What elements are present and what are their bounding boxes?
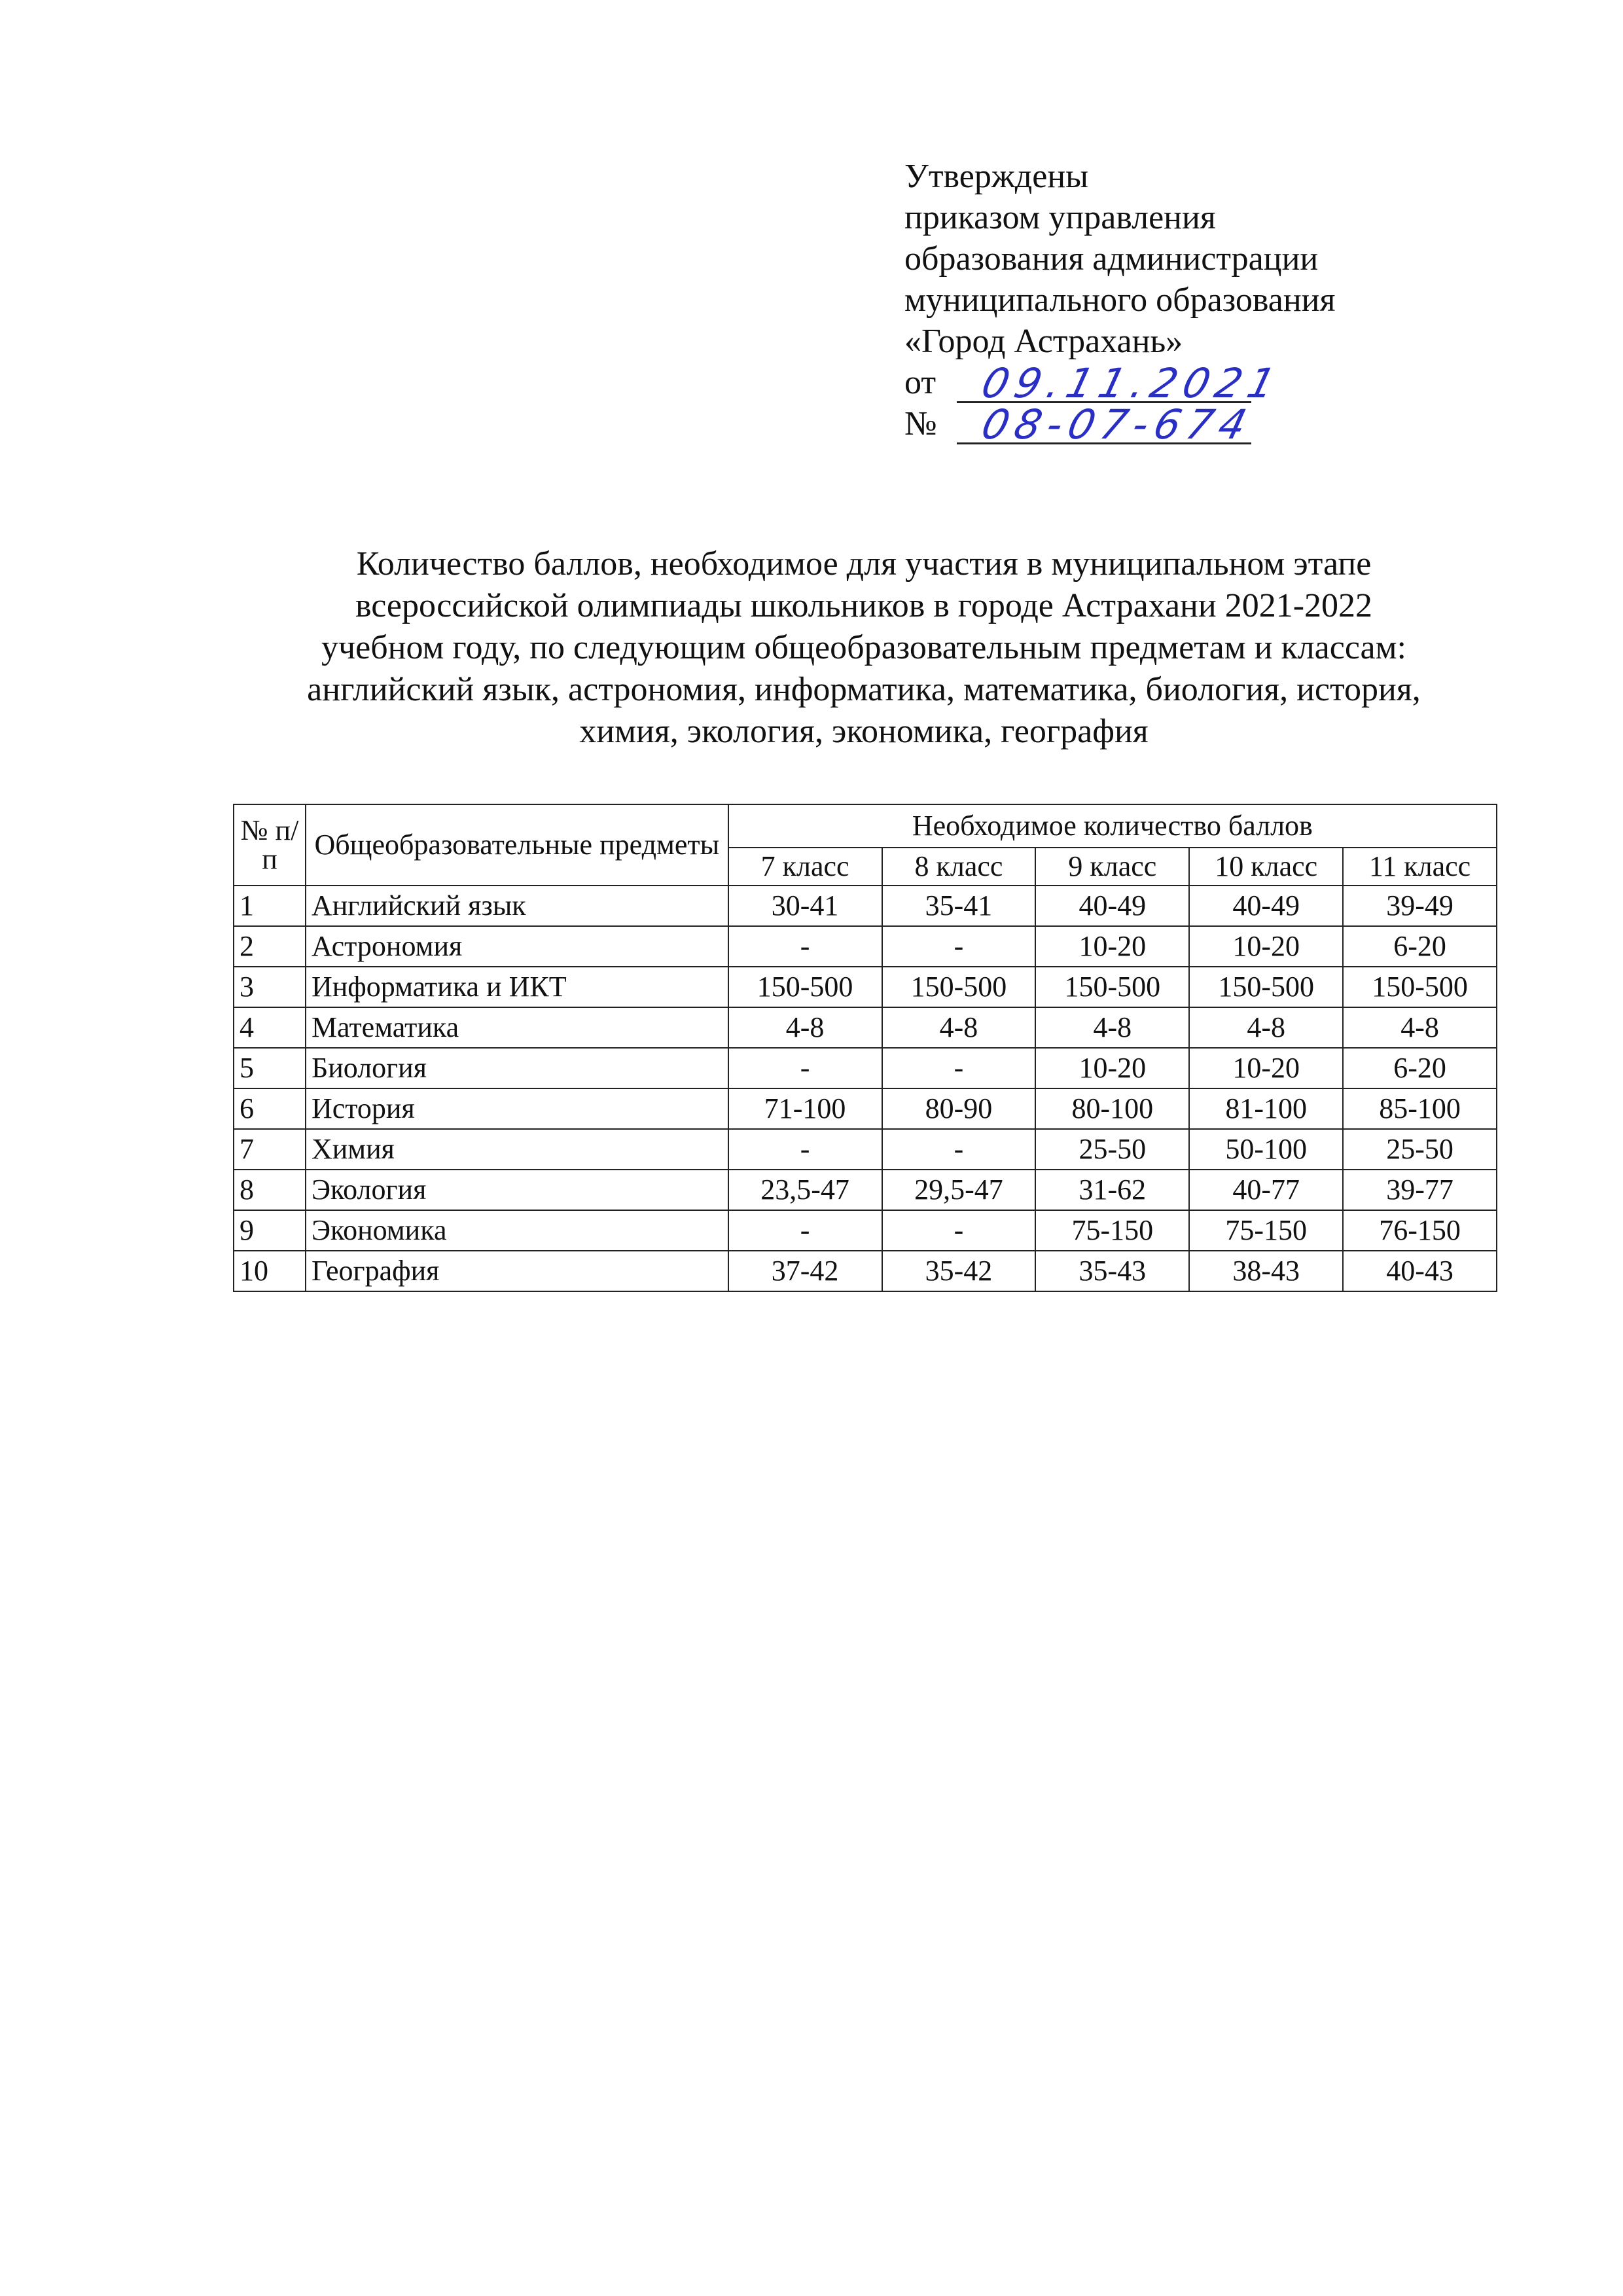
score-cell: - (882, 926, 1036, 967)
row-number: 9 (234, 1210, 306, 1251)
score-cell: 39-77 (1343, 1170, 1497, 1210)
score-cell: 30-41 (728, 886, 882, 926)
score-cell: 6-20 (1343, 926, 1497, 967)
score-cell: - (882, 1048, 1036, 1088)
row-subject: Биология (306, 1048, 728, 1088)
header-grade: 9 класс (1035, 848, 1189, 886)
score-cell: 10-20 (1035, 926, 1189, 967)
score-cell: 35-42 (882, 1251, 1036, 1291)
score-cell: 4-8 (882, 1007, 1036, 1048)
score-cell: 39-49 (1343, 886, 1497, 926)
row-subject: Астрономия (306, 926, 728, 967)
approval-line: образования администрации (904, 240, 1319, 278)
row-subject: Химия (306, 1129, 728, 1170)
title-line: учебном году, по следующим общеобразовательным предметам и классам: (321, 629, 1406, 666)
score-cell: 76-150 (1343, 1210, 1497, 1251)
table-row (234, 1007, 1497, 1048)
score-cell: 4-8 (1035, 1007, 1189, 1048)
score-cell: 25-50 (1343, 1129, 1497, 1170)
header-grade: 11 класс (1343, 848, 1497, 886)
score-cell: 4-8 (1189, 1007, 1343, 1048)
approval-line: Утверждены (904, 158, 1089, 195)
score-cell: 10-20 (1189, 1048, 1343, 1088)
handwritten-date: 09.11.2021 (976, 359, 1287, 407)
approval-number-field (957, 401, 1258, 448)
row-subject: География (306, 1251, 728, 1291)
score-cell: - (728, 1210, 882, 1251)
score-cell: 31-62 (1035, 1170, 1189, 1210)
score-cell: - (882, 1129, 1036, 1170)
score-cell: 85-100 (1343, 1088, 1497, 1129)
score-cell: 35-41 (882, 886, 1036, 926)
row-number: 7 (234, 1129, 306, 1170)
header-group: Необходимое количество баллов (728, 804, 1497, 848)
handwritten-number: 08-07-674 (976, 401, 1258, 448)
table-row (234, 1048, 1497, 1088)
row-number: 1 (234, 886, 306, 926)
row-subject: Математика (306, 1007, 728, 1048)
row-number: 3 (234, 967, 306, 1007)
score-cell: - (882, 1210, 1036, 1251)
table-row (234, 1170, 1497, 1210)
approval-line: приказом управления (904, 199, 1216, 236)
row-subject: Экономика (306, 1210, 728, 1251)
approval-block (904, 156, 1493, 448)
score-cell: 40-43 (1343, 1251, 1497, 1291)
approval-line: «Город Астрахань» (904, 323, 1183, 360)
approval-date-row (904, 359, 1493, 407)
score-cell: 37-42 (728, 1251, 882, 1291)
score-cell: 150-500 (728, 967, 882, 1007)
score-cell: 150-500 (1189, 967, 1343, 1007)
row-number: 6 (234, 1088, 306, 1129)
header-grade: 7 класс (728, 848, 882, 886)
score-cell: 150-500 (1343, 967, 1497, 1007)
score-cell: 4-8 (728, 1007, 882, 1048)
score-cell: 80-100 (1035, 1088, 1189, 1129)
approval-number-label: № (904, 405, 937, 442)
score-cell: 23,5-47 (728, 1170, 882, 1210)
table-row (234, 1129, 1497, 1170)
score-cell: 25-50 (1035, 1129, 1189, 1170)
score-cell: 40-49 (1035, 886, 1189, 926)
table-row (234, 1088, 1497, 1129)
table-row (234, 1251, 1497, 1291)
table-row (234, 1210, 1497, 1251)
score-cell: 150-500 (1035, 967, 1189, 1007)
header-num: № п/п (234, 804, 306, 886)
approval-date-field (957, 359, 1287, 407)
table-row (234, 926, 1497, 967)
document-title (216, 543, 1512, 753)
score-cell: 80-90 (882, 1088, 1036, 1129)
header-grade: 8 класс (882, 848, 1036, 886)
score-cell: 40-77 (1189, 1170, 1343, 1210)
score-cell: 50-100 (1189, 1129, 1343, 1170)
score-cell: 29,5-47 (882, 1170, 1036, 1210)
score-cell: 10-20 (1035, 1048, 1189, 1088)
row-subject: Английский язык (306, 886, 728, 926)
score-cell: 35-43 (1035, 1251, 1189, 1291)
row-number: 10 (234, 1251, 306, 1291)
row-subject: Информатика и ИКТ (306, 967, 728, 1007)
score-cell: 81-100 (1189, 1088, 1343, 1129)
score-cell: 4-8 (1343, 1007, 1497, 1048)
score-cell: 71-100 (728, 1088, 882, 1129)
row-number: 2 (234, 926, 306, 967)
score-cell: - (728, 1129, 882, 1170)
score-cell: 150-500 (882, 967, 1036, 1007)
table-row (234, 967, 1497, 1007)
table-row (234, 886, 1497, 926)
title-line: английский язык, астрономия, информатика, математика, биология, история, (307, 671, 1421, 708)
row-number: 4 (234, 1007, 306, 1048)
score-cell: 75-150 (1035, 1210, 1189, 1251)
score-cell: - (728, 1048, 882, 1088)
score-cell: 38-43 (1189, 1251, 1343, 1291)
row-number: 5 (234, 1048, 306, 1088)
header-grade: 10 класс (1189, 848, 1343, 886)
title-line: всероссийской олимпиады школьников в городе Астрахани 2021-2022 (355, 587, 1373, 624)
score-cell: 10-20 (1189, 926, 1343, 967)
scores-table (233, 804, 1497, 1292)
header-subject: Общеобразовательные предметы (306, 804, 728, 886)
row-subject: Экология (306, 1170, 728, 1210)
title-line: Количество баллов, необходимое для участия в муниципальном этапе (356, 545, 1372, 583)
approval-date-label: от (904, 364, 936, 401)
row-number: 8 (234, 1170, 306, 1210)
score-cell: 40-49 (1189, 886, 1343, 926)
title-line: химия, экология, экономика, география (579, 713, 1149, 750)
score-cell: 75-150 (1189, 1210, 1343, 1251)
approval-number-row (904, 401, 1493, 448)
score-cell: 6-20 (1343, 1048, 1497, 1088)
row-subject: История (306, 1088, 728, 1129)
score-cell: - (728, 926, 882, 967)
approval-line: муниципального образования (904, 281, 1336, 319)
